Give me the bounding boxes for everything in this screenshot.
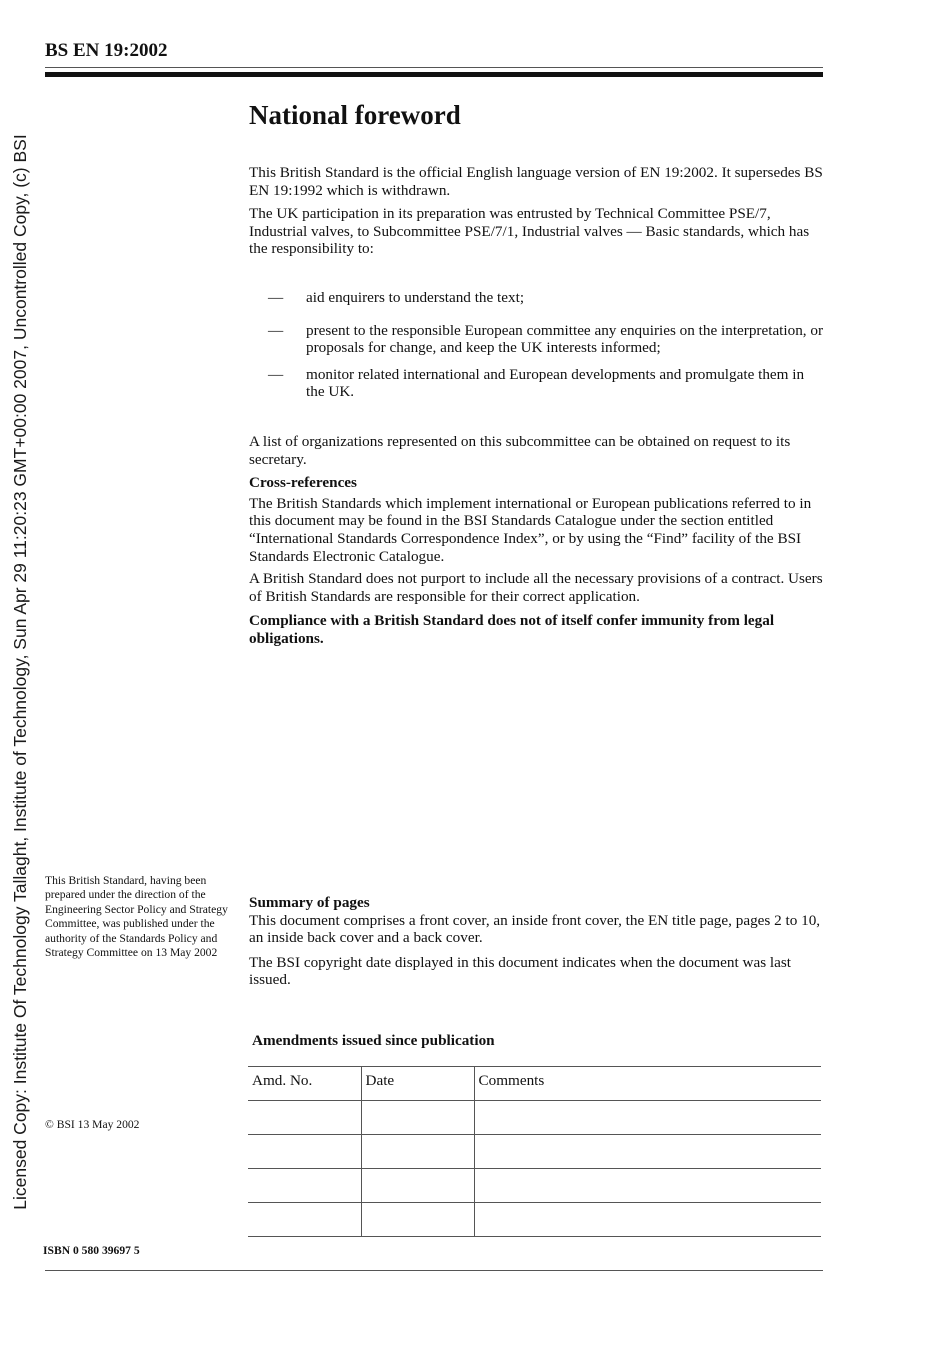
table-cell (361, 1203, 474, 1237)
list-item-text: aid enquirers to understand the text; (306, 289, 525, 306)
list-item-text: present to the responsible European committee any enquiries on the interpretation, or proposals for change, and keep the UK interests informed; (306, 321, 824, 357)
cross-references-paragraph-2: A British Standard does not purport to include all the necessary provisions of a contract. Users of British Standards are responsible for their correct application. (249, 570, 823, 605)
compliance-statement: Compliance with a British Standard does not of itself confer immunity from legal obligations. (249, 612, 775, 647)
isbn: ISBN 0 580 39697 5 (43, 1244, 140, 1257)
table-cell (474, 1203, 821, 1237)
license-watermark: Licensed Copy: Institute Of Technology Tallaght, Institute of Technology, Sun Apr 29 11:20:23 GMT+00:00 2007, Uncontrolled Copy, (c) BSI (10, 134, 30, 1210)
summary-heading: Summary of pages (249, 894, 370, 911)
cross-references-paragraph-1: The British Standards which implement international or European publications referred to in this document may be found in the BSI Standards Catalogue under the section entitled “International Standards Correspondence Index”, or by using the “Find” facility of the BSI Standards Electronic Catalogue. (249, 494, 812, 565)
responsibility-list (268, 289, 824, 401)
summary-section (249, 894, 824, 989)
column-header-amd-no: Amd. No. (248, 1067, 361, 1101)
header-rule-thin (45, 67, 823, 68)
dash-marker: — (268, 321, 284, 339)
body-section (249, 433, 824, 648)
authority-note: This British Standard, having been prepared under the direction of the Engineering Sector Policy and Strategy Committee, was published under the authority of the Standards Policy and Strategy Committee on 13 May 2002 (45, 874, 228, 960)
intro-paragraph-1: This British Standard is the official English language version of EN 19:2002. It supersedes BS EN 19:1992 which is withdrawn. (249, 164, 823, 199)
list-item (268, 366, 824, 401)
table-row (248, 1169, 821, 1203)
footer-rule (45, 1270, 823, 1271)
list-item (268, 289, 824, 307)
column-header-date: Date (361, 1067, 474, 1101)
intro-paragraph-2: The UK participation in its preparation was entrusted by Technical Committee PSE/7, Industrial valves, to Subcommittee PSE/7/1, Industrial valves — Basic standards, which has the responsibility to: (249, 205, 810, 258)
header-rule-thick (45, 72, 823, 77)
dash-marker: — (268, 289, 284, 306)
intro-section (249, 164, 824, 258)
amendments-title: Amendments issued since publication (252, 1032, 495, 1049)
amendments-table (248, 1066, 821, 1237)
table-cell (361, 1135, 474, 1169)
table-cell (474, 1135, 821, 1169)
summary-paragraph-2: The BSI copyright date displayed in this document indicates when the document was last issued. (249, 953, 791, 989)
copyright-note: © BSI 13 May 2002 (45, 1118, 140, 1131)
table-row (248, 1135, 821, 1169)
table-cell (361, 1101, 474, 1135)
column-header-comments: Comments (474, 1067, 821, 1101)
list-item (268, 322, 824, 357)
list-note: A list of organizations represented on this subcommittee can be obtained on request to its secretary. (249, 433, 791, 468)
table-cell (248, 1135, 361, 1169)
page-title: National foreword (249, 100, 461, 130)
table-cell (248, 1169, 361, 1203)
table-cell (474, 1169, 821, 1203)
dash-marker: — (268, 365, 284, 383)
cross-references-heading: Cross-references (249, 474, 357, 492)
list-item-text: monitor related international and European developments and promulgate them in the UK. (306, 365, 805, 401)
document-id: BS EN 19:2002 (45, 40, 168, 61)
table-cell (248, 1203, 361, 1237)
table-row (248, 1203, 821, 1237)
summary-paragraph-1: This document comprises a front cover, an inside front cover, the EN title page, pages 2 to 10, an inside back cover and a back cover. (249, 911, 821, 947)
table-cell (474, 1101, 821, 1135)
table-header-row (248, 1067, 821, 1101)
table-cell (361, 1169, 474, 1203)
table-cell (248, 1101, 361, 1135)
table-row (248, 1101, 821, 1135)
